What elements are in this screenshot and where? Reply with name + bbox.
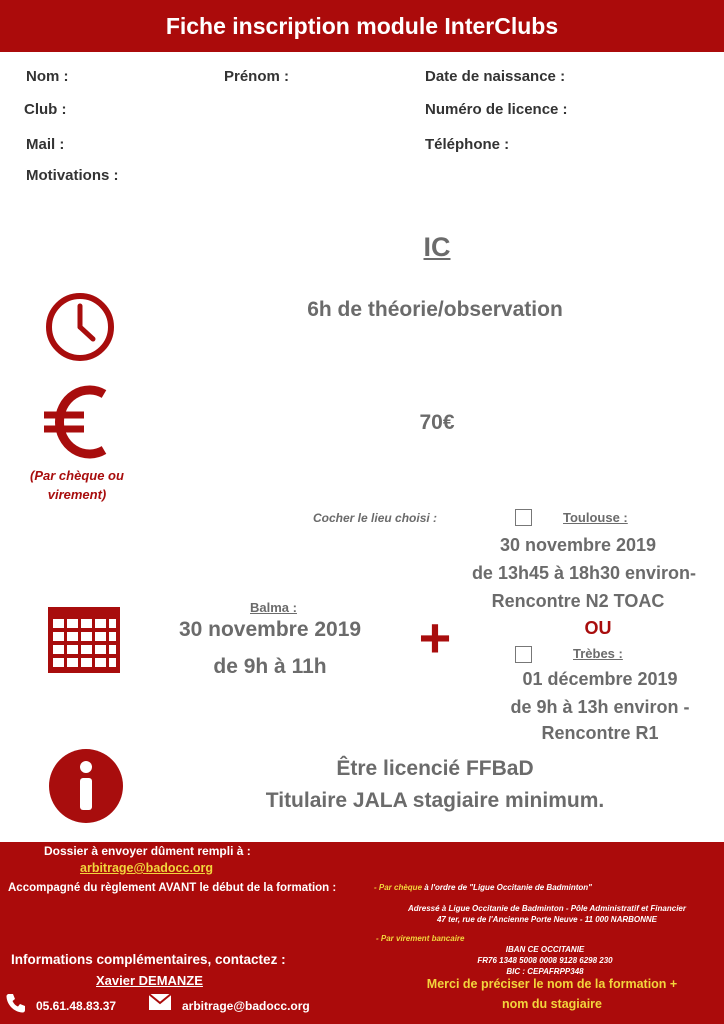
address-line2: 47 ter, rue de l'Ancienne Porte Neuve - 11 000 NARBONNE [436, 915, 658, 924]
note-line1: Merci de préciser le nom de la formation + [426, 977, 678, 991]
cheque-rest: à l'ordre de "Ligue Occitanie de Badminton" [422, 883, 592, 892]
toulouse-label: Toulouse : [563, 510, 628, 525]
toulouse-event: Rencontre N2 TOAC [491, 591, 665, 611]
contact-name: Xavier DEMANZE [96, 973, 203, 988]
cheque-line [374, 883, 592, 892]
trebes-date: 01 décembre 2019 [522, 669, 678, 689]
address-line1: Adressé à Ligue Occitanie de Badminton - Pôle Administratif et Financier [408, 904, 686, 913]
iban-line2: FR76 1348 5008 0008 9128 6298 230 [477, 956, 613, 965]
module-code: IC [423, 232, 451, 262]
page-title: Fiche inscription module InterClubs [0, 0, 724, 52]
footer [0, 842, 724, 1024]
trebes-event: Rencontre R1 [541, 723, 659, 743]
calendar-icon [46, 603, 122, 675]
price-text: 70€ [419, 411, 455, 434]
plus-icon: + [418, 606, 452, 669]
licence-field[interactable]: Numéro de licence : [425, 101, 568, 118]
balma-time: de 9h à 11h [213, 655, 327, 678]
send-label: Dossier à envoyer dûment rempli à : [44, 844, 251, 858]
requirement-line1: Être licencié FFBaD [336, 757, 534, 780]
payment-note-line2: virement) [47, 487, 107, 502]
mail-icon [148, 993, 172, 1011]
phone-number[interactable]: 05.61.48.83.37 [36, 999, 117, 1013]
requirement-line2: Titulaire JALA stagiaire minimum. [265, 789, 605, 812]
info-label: Informations complémentaires, contactez : [11, 952, 286, 967]
or-separator: OU [584, 618, 612, 638]
balma-label: Balma : [250, 600, 297, 615]
iban-line1: IBAN CE OCCITANIE [505, 945, 585, 954]
note-line2: nom du stagiaire [501, 997, 603, 1011]
trebes-checkbox[interactable] [515, 646, 532, 663]
contact-email-link[interactable]: arbitrage@badocc.org [182, 999, 310, 1013]
toulouse-checkbox[interactable] [515, 509, 532, 526]
virement-label: - Par virement bancaire [376, 934, 465, 943]
phone-icon [5, 992, 27, 1014]
nom-field[interactable]: Nom : [26, 68, 69, 85]
payment-note-line1: (Par chèque ou [30, 468, 124, 483]
date-naissance-field[interactable]: Date de naissance : [425, 68, 566, 85]
club-field[interactable]: Club : [24, 101, 67, 118]
toulouse-date: 30 novembre 2019 [499, 535, 657, 555]
euro-icon [38, 380, 114, 464]
send-email-link[interactable]: arbitrage@badocc.org [80, 861, 214, 875]
iban-line3: BIC : CEPAFRPP348 [506, 967, 584, 976]
trebes-time: de 9h à 13h environ - [510, 697, 690, 717]
trebes-label: Trèbes : [573, 646, 623, 661]
clock-icon [44, 291, 116, 363]
motivations-field[interactable]: Motivations : [26, 167, 119, 184]
prenom-field[interactable]: Prénom : [224, 68, 290, 85]
mail-field[interactable]: Mail : [26, 136, 65, 153]
payment-label: Accompagné du règlement AVANT le début de la formation : [8, 882, 337, 894]
balma-date: 30 novembre 2019 [178, 618, 362, 641]
toulouse-time: de 13h45 à 18h30 environ- [471, 563, 697, 583]
choose-location-label: Cocher le lieu choisi : [313, 511, 438, 525]
telephone-field[interactable]: Téléphone : [425, 136, 510, 153]
duration-text: 6h de théorie/observation [307, 298, 563, 321]
cheque-prefix: - Par chèque [374, 883, 423, 892]
info-icon [48, 748, 124, 824]
